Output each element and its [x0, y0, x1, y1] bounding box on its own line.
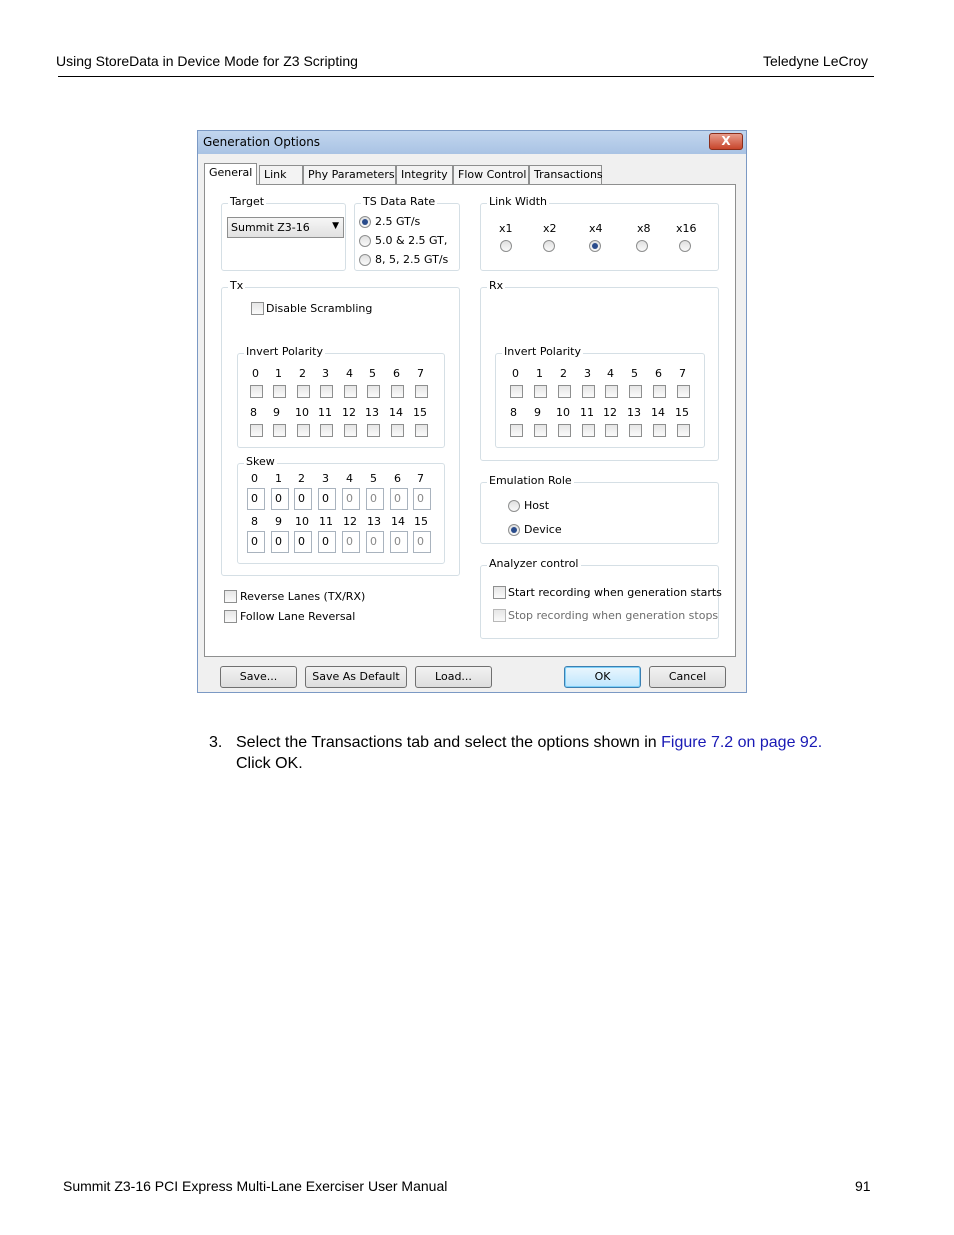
rx-invert-polarity-lane-label: 1: [536, 367, 543, 380]
target-select[interactable]: [227, 217, 344, 238]
tx-invert-polarity-lane-checkbox[interactable]: [250, 424, 263, 437]
tx-invert-polarity-lane-checkbox[interactable]: [320, 385, 333, 398]
disable-scrambling-checkbox[interactable]: [251, 302, 264, 315]
target-group: [221, 195, 346, 271]
ts-rate-label-2-5: 2.5 GT/s: [375, 215, 421, 228]
analyzer-control-group: [480, 557, 722, 639]
link-width-radio-x2[interactable]: [543, 240, 555, 252]
follow-lane-reversal-checkbox[interactable]: [224, 610, 237, 623]
tx-skew-input[interactable]: 0: [271, 531, 289, 553]
ts-rate-label-5-0: 5.0 & 2.5 GT,: [375, 234, 448, 247]
tx-invert-polarity-lane-checkbox[interactable]: [367, 424, 380, 437]
save-button[interactable]: Save...: [220, 666, 297, 688]
rx-invert-polarity-lane-checkbox[interactable]: [629, 385, 642, 398]
link-width-label-x1: x1: [499, 222, 513, 235]
tx-invert-polarity-lane-label: 10: [295, 406, 309, 419]
footer-manual-title: Summit Z3-16 PCI Express Multi-Lane Exerciser User Manual: [63, 1178, 448, 1194]
rx-invert-polarity-lane-label: 4: [607, 367, 614, 380]
tx-invert-polarity-lane-checkbox[interactable]: [250, 385, 263, 398]
ts-rate-radio-2-5[interactable]: [359, 216, 371, 228]
rx-invert-polarity-lane-checkbox[interactable]: [558, 385, 571, 398]
tx-skew-lane-label: 4: [346, 472, 353, 485]
stop-recording-checkbox[interactable]: [493, 609, 506, 622]
tx-invert-polarity-lane-checkbox[interactable]: [273, 385, 286, 398]
rx-invert-polarity-lane-label: 8: [510, 406, 517, 419]
tab-transactions[interactable]: Transactions: [529, 165, 602, 185]
tx-skew-input[interactable]: 0: [366, 531, 384, 553]
tx-skew-input[interactable]: 0: [366, 488, 384, 510]
tx-skew-lane-label: 9: [275, 515, 282, 528]
rx-invert-polarity-lane-label: 9: [534, 406, 541, 419]
start-recording-label: Start recording when generation starts: [508, 586, 722, 599]
rx-invert-polarity-group: [495, 345, 705, 448]
tx-skew-lane-label: 13: [367, 515, 381, 528]
chevron-down-icon: ▼: [332, 221, 339, 231]
target-value: Summit Z3-16: [231, 221, 310, 234]
ts-data-rate-group: [354, 195, 460, 271]
rx-invert-polarity-lane-checkbox[interactable]: [558, 424, 571, 437]
ts-rate-radio-8[interactable]: [359, 254, 371, 266]
tx-skew-input[interactable]: 0: [413, 531, 431, 553]
tx-invert-polarity-lane-label: 0: [252, 367, 259, 380]
link-width-label-x16: x16: [676, 222, 697, 235]
disable-scrambling-label: Disable Scrambling: [266, 302, 373, 315]
rx-invert-polarity-lane-checkbox[interactable]: [534, 424, 547, 437]
rx-group: [480, 279, 719, 461]
running-header-company: Teledyne LeCroy: [763, 53, 869, 69]
target-label: Target: [230, 195, 265, 208]
rx-invert-polarity-lane-label: 13: [627, 406, 641, 419]
step-text-2: Click OK.: [236, 755, 303, 772]
tx-skew-input[interactable]: 0: [342, 488, 360, 510]
link-width-radio-x8[interactable]: [636, 240, 648, 252]
link-width-group: [480, 195, 719, 271]
dialog-titlebar: [198, 131, 746, 154]
tx-skew-input[interactable]: 0: [390, 488, 408, 510]
tx-invert-polarity-lane-label: 12: [342, 406, 356, 419]
dialog-title: Generation Options: [203, 135, 321, 149]
tab-flow-control[interactable]: Flow Control: [453, 165, 529, 185]
tx-invert-polarity-lane-checkbox[interactable]: [415, 385, 428, 398]
rx-invert-polarity-lane-label: 5: [631, 367, 638, 380]
stop-recording-label: Stop recording when generation stops: [508, 609, 719, 622]
rx-invert-polarity-lane-checkbox[interactable]: [582, 424, 595, 437]
tx-invert-polarity-lane-checkbox[interactable]: [297, 424, 310, 437]
device-radio[interactable]: [508, 524, 520, 536]
rx-invert-polarity-lane-checkbox[interactable]: [510, 385, 523, 398]
tx-invert-polarity-lane-label: 4: [346, 367, 353, 380]
link-width-radio-x1[interactable]: [500, 240, 512, 252]
tx-invert-polarity-lane-label: 9: [273, 406, 280, 419]
running-header-title: Using StoreData in Device Mode for Z3 Scripting: [56, 53, 358, 69]
rx-invert-polarity-lane-checkbox[interactable]: [605, 385, 618, 398]
rx-invert-polarity-label: Invert Polarity: [504, 345, 581, 358]
tab-phy-parameters[interactable]: Phy Parameters: [303, 165, 396, 185]
rx-invert-polarity-lane-checkbox[interactable]: [629, 424, 642, 437]
tx-skew-lane-label: 15: [414, 515, 428, 528]
rx-invert-polarity-lane-label: 0: [512, 367, 519, 380]
tx-skew-lane-label: 2: [298, 472, 305, 485]
emulation-role-label: Emulation Role: [489, 474, 572, 487]
link-width-label: Link Width: [489, 195, 547, 208]
tx-skew-input[interactable]: 0: [318, 531, 336, 553]
reverse-lanes-label: Reverse Lanes (TX/RX): [240, 590, 366, 603]
step-number: 3.: [209, 734, 223, 751]
tx-skew-label: Skew: [246, 455, 275, 468]
rx-invert-polarity-lane-checkbox[interactable]: [653, 424, 666, 437]
rx-invert-polarity-lane-checkbox[interactable]: [510, 424, 523, 437]
rx-invert-polarity-lane-checkbox[interactable]: [677, 424, 690, 437]
rx-invert-polarity-lane-label: 15: [675, 406, 689, 419]
rx-invert-polarity-lane-checkbox[interactable]: [605, 424, 618, 437]
link-width-label-x4: x4: [589, 222, 603, 235]
tab-general[interactable]: General: [204, 163, 257, 185]
tx-invert-polarity-lane-label: 14: [389, 406, 403, 419]
tx-group: [221, 279, 460, 576]
host-radio[interactable]: [508, 500, 520, 512]
tx-invert-polarity-lane-label: 8: [250, 406, 257, 419]
tx-invert-polarity-lane-label: 11: [318, 406, 332, 419]
emulation-role-group: [480, 474, 719, 544]
tx-skew-lane-label: 1: [275, 472, 282, 485]
tx-skew-lane-label: 0: [251, 472, 258, 485]
tx-skew-input[interactable]: 0: [247, 531, 265, 553]
step-text: Select the Transactions tab and select the options shown in: [236, 734, 662, 751]
link-width-radio-x4[interactable]: [589, 240, 601, 252]
tx-invert-polarity-lane-label: 5: [369, 367, 376, 380]
tx-skew-lane-label: 3: [322, 472, 329, 485]
rx-invert-polarity-lane-label: 6: [655, 367, 662, 380]
tx-skew-input[interactable]: 0: [318, 488, 336, 510]
rx-invert-polarity-lane-checkbox[interactable]: [677, 385, 690, 398]
link-width-radio-x16[interactable]: [679, 240, 691, 252]
tx-skew-lane-label: 7: [417, 472, 424, 485]
tx-skew-lane-label: 8: [251, 515, 258, 528]
tx-invert-polarity-lane-checkbox[interactable]: [320, 424, 333, 437]
link-width-label-x8: x8: [637, 222, 651, 235]
tab-integrity[interactable]: Integrity: [396, 165, 453, 185]
ts-rate-radio-5-0[interactable]: [359, 235, 371, 247]
rx-invert-polarity-lane-label: 14: [651, 406, 665, 419]
link-width-label-x2: x2: [543, 222, 557, 235]
figure-link[interactable]: Figure 7.2 on page 92.: [661, 734, 823, 751]
ok-button[interactable]: OK: [564, 666, 641, 688]
tx-skew-input[interactable]: 0: [271, 488, 289, 510]
rx-invert-polarity-lane-checkbox[interactable]: [534, 385, 547, 398]
reverse-lanes-checkbox[interactable]: [224, 590, 237, 603]
close-button[interactable]: X: [709, 133, 743, 150]
tx-invert-polarity-lane-label: 1: [275, 367, 282, 380]
header-rule: [58, 76, 874, 77]
tx-label: Tx: [230, 279, 244, 292]
general-tab-panel: [204, 184, 736, 657]
tx-skew-lane-label: 5: [370, 472, 377, 485]
tx-invert-polarity-lane-checkbox[interactable]: [273, 424, 286, 437]
tx-skew-input[interactable]: 0: [413, 488, 431, 510]
tx-invert-polarity-lane-label: 6: [393, 367, 400, 380]
tab-link[interactable]: Link: [259, 165, 303, 185]
start-recording-checkbox[interactable]: [493, 586, 506, 599]
tx-invert-polarity-label: Invert Polarity: [246, 345, 323, 358]
tx-invert-polarity-lane-checkbox[interactable]: [344, 424, 357, 437]
tx-skew-input[interactable]: 0: [294, 488, 312, 510]
rx-invert-polarity-lane-checkbox[interactable]: [653, 385, 666, 398]
tx-invert-polarity-lane-label: 2: [299, 367, 306, 380]
tx-invert-polarity-lane-checkbox[interactable]: [344, 385, 357, 398]
tx-skew-input[interactable]: 0: [247, 488, 265, 510]
tx-skew-group: [237, 455, 445, 564]
tx-invert-polarity-lane-label: 13: [365, 406, 379, 419]
host-label: Host: [524, 499, 550, 512]
cancel-button[interactable]: Cancel: [649, 666, 726, 688]
analyzer-control-label: Analyzer control: [489, 557, 579, 570]
rx-invert-polarity-lane-label: 10: [556, 406, 570, 419]
rx-invert-polarity-lane-label: 2: [560, 367, 567, 380]
tx-skew-lane-label: 11: [319, 515, 333, 528]
rx-invert-polarity-lane-label: 12: [603, 406, 617, 419]
tx-invert-polarity-lane-checkbox[interactable]: [367, 385, 380, 398]
rx-invert-polarity-lane-label: 3: [584, 367, 591, 380]
tx-skew-lane-label: 14: [391, 515, 405, 528]
save-as-default-button[interactable]: Save As Default: [305, 666, 407, 688]
generation-options-dialog: [197, 130, 747, 693]
ts-rate-label-8: 8, 5, 2.5 GT/s: [375, 253, 449, 266]
tx-invert-polarity-group: [237, 345, 445, 448]
device-label: Device: [524, 523, 562, 536]
rx-invert-polarity-lane-label: 7: [679, 367, 686, 380]
tx-invert-polarity-lane-checkbox[interactable]: [415, 424, 428, 437]
tx-invert-polarity-lane-checkbox[interactable]: [297, 385, 310, 398]
tx-skew-lane-label: 6: [394, 472, 401, 485]
tx-invert-polarity-lane-checkbox[interactable]: [391, 424, 404, 437]
tx-skew-lane-label: 10: [295, 515, 309, 528]
tx-invert-polarity-lane-label: 3: [322, 367, 329, 380]
tx-skew-input[interactable]: 0: [390, 531, 408, 553]
ts-data-rate-label: TS Data Rate: [363, 195, 436, 208]
tx-invert-polarity-lane-label: 15: [413, 406, 427, 419]
rx-invert-polarity-lane-label: 11: [580, 406, 594, 419]
follow-lane-reversal-label: Follow Lane Reversal: [240, 610, 356, 623]
load-button[interactable]: Load...: [415, 666, 492, 688]
tx-invert-polarity-lane-checkbox[interactable]: [391, 385, 404, 398]
page-number: 91: [855, 1178, 871, 1194]
rx-invert-polarity-lane-checkbox[interactable]: [582, 385, 595, 398]
rx-label: Rx: [489, 279, 504, 292]
tx-skew-lane-label: 12: [343, 515, 357, 528]
tx-invert-polarity-lane-label: 7: [417, 367, 424, 380]
tx-skew-input[interactable]: 0: [294, 531, 312, 553]
tx-skew-input[interactable]: 0: [342, 531, 360, 553]
